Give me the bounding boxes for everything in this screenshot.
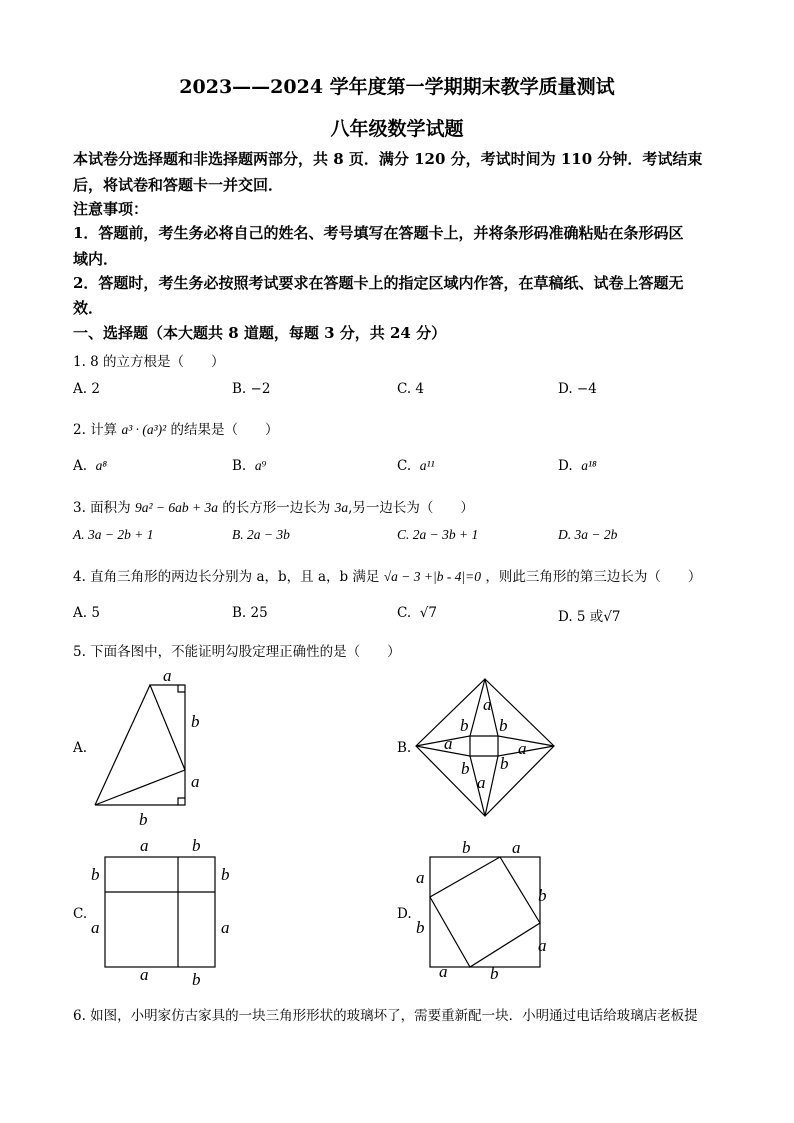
intro-line-1: 本试卷分选择题和非选择题两部分，共 8 页．满分 120 分，考试时间为 110 分钟．考试结束 [73,150,703,168]
q3-expression: 9a² − 6ab + 3a [134,500,218,515]
q4-expression: √a − 3 +|b - 4|=0 [383,569,482,584]
q5-option-c-label: C. [73,906,88,922]
q5-option-a-label: A. [73,740,88,756]
fig-a-label-b-right: b [191,712,200,731]
q1-option-d: D. −4 [558,381,597,397]
fig-b-label-4: a [444,734,453,753]
note-2-line-2: 效． [73,299,104,317]
fig-b-label-6: b [461,759,470,778]
fig-d-label-a-left: a [416,868,425,887]
note-1-line-2: 域内． [73,250,119,268]
fig-b-label-3: b [499,716,508,735]
q6-stem: 6. 如图，小明家仿古家具的一块三角形形状的玻璃坏了，需要重新配一块．小明通过电话给玻璃店老板提 [73,1008,698,1024]
q2-stem-pre: 2. 计算 [73,422,118,438]
q4-option-c: C. √7 [397,605,437,621]
figure-c [85,835,240,990]
q2-option-c: C. a¹¹ [397,458,435,474]
fig-d-label-a-bottom: a [439,962,448,981]
fig-a-label-b-bottom: b [139,810,148,829]
fig-b-label-1: a [483,695,492,714]
fig-d-label-b-left: b [416,918,425,937]
figure-b [413,676,558,821]
fig-b-label-5: a [518,739,527,758]
exam-title: 2023——2024 学年度第一学期期末教学质量测试 [179,76,615,98]
q4-option-d: D. 5 或√7 [558,609,621,625]
fig-a-label-a-right: a [191,772,200,791]
q5-stem: 5. 下面各图中，不能证明勾股定理正确性的是（ ） [73,644,401,660]
note-2-line-1: 2．答题时，考生务必按照考试要求在答题卡上的指定区域内作答，在草稿纸、试卷上答题无 [73,274,684,292]
q1-option-a: A. 2 [73,381,100,397]
q2-stem-post: 的结果是（ ） [170,422,279,438]
q3-option-c: C. 2a − 3b + 1 [397,527,479,542]
q1-option-b: B. −2 [232,381,271,397]
fig-b-label-7: b [500,754,509,773]
q1-option-c: C. 4 [397,381,425,397]
fig-c-label-b-bottom: b [192,970,201,989]
fig-c-label-b-top: b [192,836,201,855]
figure-a [85,665,215,830]
intro-line-2: 后，将试卷和答题卡一并交回． [73,176,284,194]
fig-d-label-b-bottom: b [490,964,499,983]
fig-c-label-a-top: a [140,836,149,855]
fig-d-label-b-top: b [462,838,471,857]
q2-expression: a³ · (a³)² [121,422,167,437]
exam-subtitle: 八年级数学试题 [330,118,464,140]
fig-c-label-a-right: a [221,918,230,937]
fig-d-label-b-right: b [538,886,547,905]
fig-d-label-a-top: a [512,838,521,857]
q2-option-b: B. a⁹ [232,458,267,474]
q3-option-d: D. 3a − 2b [558,527,618,542]
fig-c-label-a-left: a [91,918,100,937]
q3-option-b: B. 2a − 3b [232,527,290,542]
q3-option-a: A. 3a − 2b + 1 [73,527,154,542]
fig-a-label-a-top: a [163,666,172,685]
fig-c-label-a-bottom: a [140,965,149,984]
q2-option-a: A. a⁸ [73,458,108,474]
fig-b-label-2: b [460,716,469,735]
section-1-title: 一、选择题（本大题共 8 道题，每题 3 分，共 24 分） [73,324,447,342]
notes-title: 注意事项： [73,200,149,218]
q4-stem: 4. 直角三角形的两边长分别为 a，b，且 a，b 满足 √a − 3 +|b - 4|=0 ，则此三角形的第三边长为（ ） [73,569,702,585]
fig-d-label-a-right: a [538,936,547,955]
q1-stem: 1. 8 的立方根是（ ） [73,354,225,370]
fig-c-label-b-left: b [91,865,100,884]
q3-stem: 3. 面积为 9a² − 6ab + 3a 的长方形一边长为 3a,另一边长为（ ） [73,500,474,516]
q5-option-d-label: D. [397,906,412,922]
note-1-line-1: 1．答题前，考生务必将自己的姓名、考号填写在答题卡上，并将条形码准确粘贴在条形码区 [73,224,684,242]
q4-option-a: A. 5 [73,605,100,621]
q4-option-b: B. 25 [232,605,268,621]
q2-stem [73,418,279,438]
fig-c-label-b-right: b [221,865,230,884]
figure-d [412,835,557,990]
q2-option-d: D. a¹⁸ [558,458,597,474]
fig-b-label-8: a [477,773,486,792]
q5-option-b-label: B. [397,740,412,756]
